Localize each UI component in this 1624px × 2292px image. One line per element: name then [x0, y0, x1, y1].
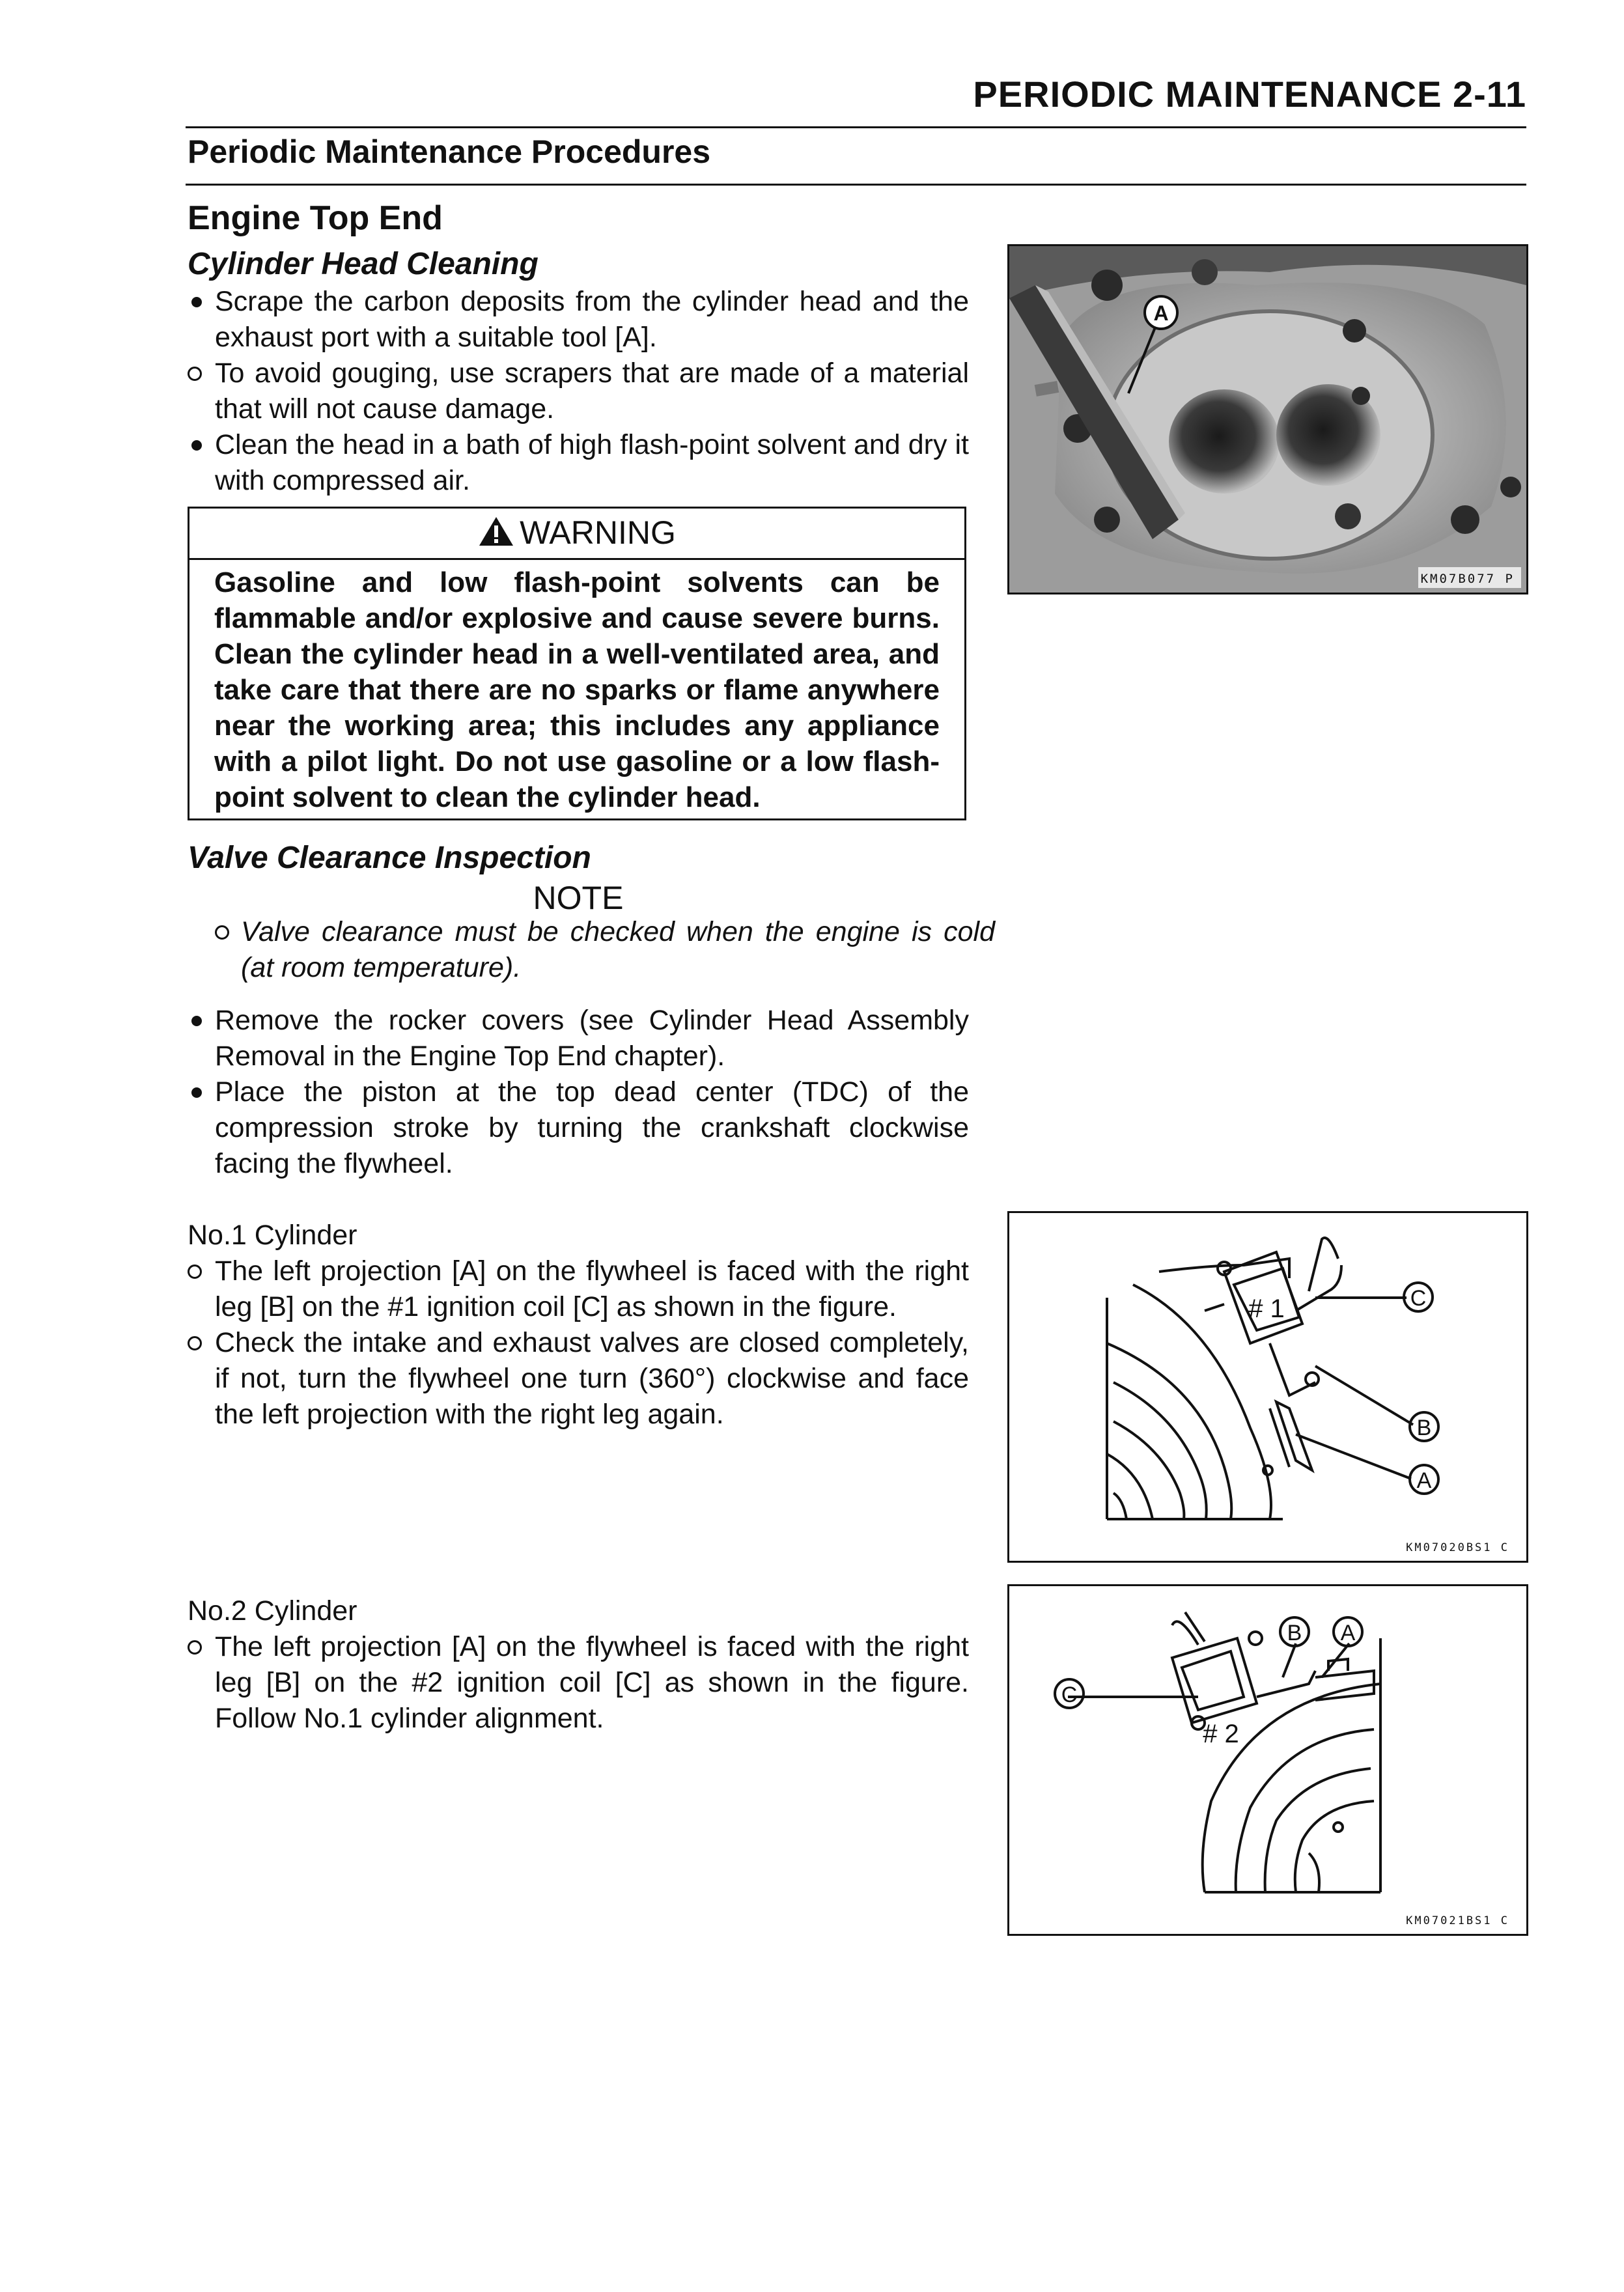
coil-2-label: # 2 [1203, 1720, 1239, 1748]
warning-box [188, 507, 966, 820]
fig1-label-b: B [1416, 1416, 1432, 1440]
cleaning-steps [188, 284, 969, 499]
fig2-label-b: B [1287, 1621, 1302, 1645]
figure-cylinder-1 [1007, 1211, 1528, 1563]
circle-bullet-icon [188, 367, 202, 381]
warning-text: Gasoline and low flash-point solvents can be flammable and/or explosive and cause severe burns. Clean the cylinder head in a well-ventilated area, and take care that there are no sparks or flame anywhere near the working area; this includes any appliance with a pilot light. Do not use gasoline or a low flash-point solvent to clean the cylinder head. [214, 566, 940, 813]
substep-item: Check the intake and exhaust valves are closed completely, if not, turn the flywheel one turn (360°) clockwise and face the left projection with the right leg again. [188, 1325, 969, 1432]
bullet-icon [191, 1087, 202, 1098]
circle-bullet-icon [215, 925, 229, 940]
figure-cylinder-2 [1007, 1584, 1528, 1936]
warning-header [189, 514, 964, 560]
step-item: Scrape the carbon deposits from the cylinder head and the exhaust port with a suitable tool [A]. [188, 284, 969, 356]
step-item: Clean the head in a bath of high flash-point solvent and dry it with compressed air. [188, 427, 969, 499]
circle-bullet-icon [188, 1336, 202, 1350]
bullet-icon [191, 297, 202, 307]
page-title: PERIODIC MAINTENANCE 2-11 [973, 74, 1526, 115]
circle-bullet-icon [188, 1640, 202, 1655]
step-item: Place the piston at the top dead center (TDC) of the compression stroke by turning the crankshaft clockwise facing the flywheel. [188, 1074, 969, 1182]
fig1-label-c: C [1410, 1286, 1427, 1311]
photo-code: KM07B077 P [1420, 572, 1515, 586]
circle-bullet-icon [188, 1265, 202, 1279]
note-item: Valve clearance must be checked when the engine is cold (at room temperature). [215, 914, 995, 986]
coil-1-label: # 1 [1248, 1294, 1285, 1323]
photo-callout-a: A [1153, 301, 1169, 325]
fig2-label-c: C [1061, 1683, 1078, 1707]
section-rule [186, 184, 1526, 186]
cylinder-head-photo-drawing [1009, 246, 1526, 593]
section-title: Periodic Maintenance Procedures [188, 133, 711, 170]
warning-triangle-icon [478, 515, 514, 548]
figure-2-drawing [1009, 1586, 1526, 1934]
cyl1-steps [188, 1253, 969, 1432]
warning-title: WARNING [520, 514, 676, 551]
valve-heading: Valve Clearance Inspection [188, 841, 591, 875]
cyl2-label: No.2 Cylinder [188, 1595, 357, 1627]
substep-item: The left projection [A] on the flywheel is faced with the right leg [B] on the #1 ignition coil [C] as shown in the figure. [188, 1253, 969, 1325]
step-item: Remove the rocker covers (see Cylinder Head Assembly Removal in the Engine Top End chapter). [188, 1003, 969, 1074]
substep-item: To avoid gouging, use scrapers that are made of a material that will not cause damage. [188, 356, 969, 427]
figure-1-code: KM07020BS1 C [1406, 1541, 1509, 1554]
cyl2-steps [188, 1629, 969, 1737]
substep-item: The left projection [A] on the flywheel is faced with the right leg [B] on the #2 ignition coil [C] as shown in the figure. Follow No.1 cylinder alignment. [188, 1629, 969, 1737]
bullet-icon [191, 1016, 202, 1026]
fig2-label-a: A [1340, 1621, 1356, 1645]
cyl1-label: No.1 Cylinder [188, 1220, 357, 1251]
figure-1-drawing [1009, 1213, 1526, 1561]
cleaning-heading: Cylinder Head Cleaning [188, 247, 539, 281]
figure-2-code: KM07021BS1 C [1406, 1914, 1509, 1927]
engine-heading: Engine Top End [188, 199, 443, 237]
bullet-icon [191, 440, 202, 451]
valve-steps [188, 1003, 969, 1182]
header-rule [186, 126, 1526, 128]
note-title: NOTE [533, 880, 624, 916]
cylinder-head-photo [1007, 244, 1528, 594]
fig1-label-a: A [1416, 1468, 1432, 1493]
